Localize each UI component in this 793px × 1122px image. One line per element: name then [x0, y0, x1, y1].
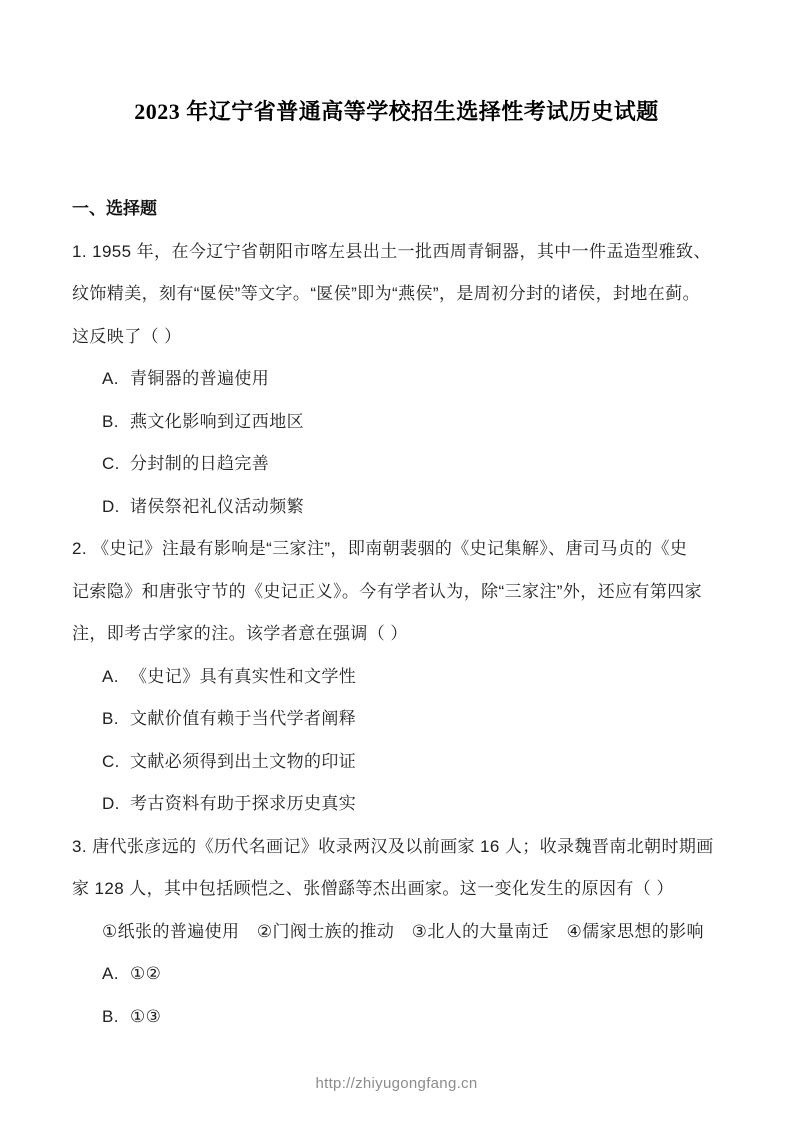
option-label: D.	[102, 496, 120, 516]
option-label: C.	[102, 454, 120, 473]
question-1-option-a	[72, 358, 719, 401]
option-label: A.	[102, 964, 119, 983]
question-2-option-b	[72, 698, 719, 741]
option-label: B.	[102, 411, 119, 431]
question-2-stem-line: 2. 《史记》注最有影响是“三家注”，即南朝裴骃的《史记集解》、唐司马贞的《史	[72, 539, 688, 558]
question-1-option-c	[72, 443, 719, 486]
question-3-numbered-items: ①纸张的普遍使用 ②门阀士族的推动 ③北人的大量南迁 ④儒家思想的影响	[102, 921, 704, 941]
question-3-option-a	[72, 953, 719, 996]
question-1-stem-line: 纹饰精美，刻有“匽侯”等文字。“匽侯”即为“燕侯”，是周初分封的诸侯，封地在蓟。	[72, 284, 700, 303]
option-label: B.	[102, 709, 119, 728]
question-1	[72, 231, 719, 529]
option-label: A.	[102, 369, 119, 388]
document-body	[0, 188, 793, 1038]
footer-watermark-url: http://zhiyugongfang.cn	[315, 1075, 478, 1092]
document-title: 2023 年辽宁省普通高等学校招生选择性考试历史试题	[134, 99, 659, 124]
question-2-option-c	[72, 741, 719, 784]
option-text: 文献必须得到出土文物的印证	[130, 751, 357, 771]
question-1-stem-line: 这反映了（ ）	[72, 326, 182, 346]
question-3-stem-line: 3. 唐代张彦远的《历代名画记》收录两汉及以前画家 16 人；收录魏晋南北朝时期画	[72, 836, 714, 856]
question-2-stem-line: 注，即考古学家的注。该学者意在强调（ ）	[72, 624, 408, 643]
question-3	[72, 826, 719, 1039]
option-text: 《史记》具有真实性和文学性	[130, 666, 357, 686]
option-label: C.	[102, 751, 120, 771]
question-2-option-a	[72, 656, 719, 699]
option-text: ①③	[130, 1006, 162, 1026]
option-label: D.	[102, 794, 120, 813]
option-text: 青铜器的普遍使用	[130, 369, 270, 388]
question-3-option-b	[72, 996, 719, 1039]
option-text: 诸侯祭祀礼仪活动频繁	[130, 496, 304, 516]
question-3-stem-line: 家 128 人，其中包括顾恺之、张僧繇等杰出画家。这一变化发生的原因有（ ）	[72, 879, 674, 898]
option-text: ①②	[130, 964, 162, 983]
question-1-stem-line: 1. 1955 年，在今辽宁省朝阳市喀左县出土一批西周青铜器，其中一件盂造型雅致、	[72, 241, 711, 261]
option-label: A.	[102, 666, 119, 686]
option-text: 燕文化影响到辽西地区	[130, 411, 304, 431]
option-label: B.	[102, 1006, 119, 1026]
option-text: 考古资料有助于探求历史真实	[130, 794, 357, 813]
option-text: 分封制的日趋完善	[130, 454, 270, 473]
question-1-option-b	[72, 401, 719, 444]
question-2	[72, 528, 719, 826]
option-text: 文献价值有赖于当代学者阐释	[130, 709, 357, 728]
question-2-stem-line: 记索隐》和唐张守节的《史记正义》。今有学者认为，除“三家注”外，还应有第四家	[72, 581, 703, 601]
section-heading: 一、选择题	[72, 199, 157, 218]
question-2-option-d	[72, 783, 719, 826]
question-1-option-d	[72, 486, 719, 529]
